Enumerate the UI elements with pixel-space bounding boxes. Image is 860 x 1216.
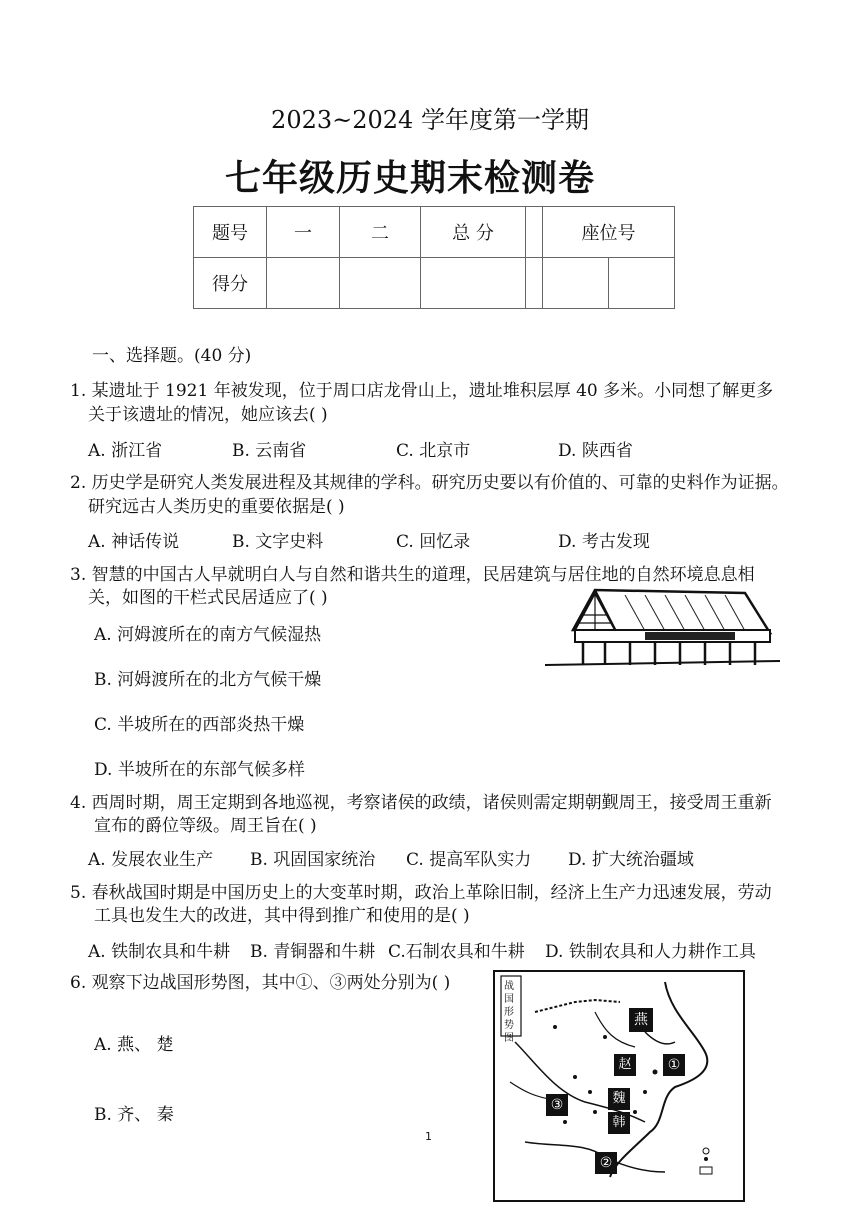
score-table	[193, 206, 675, 309]
question-5-option-a[interactable]: A. 铁制农具和牛耕	[88, 942, 231, 962]
question-2-line2: 研究远古人类历史的重要依据是( )	[88, 497, 345, 517]
question-1-option-c[interactable]: C. 北京市	[396, 441, 471, 461]
map-label-circle-1: ①	[663, 1054, 685, 1076]
question-1-option-b[interactable]: B. 云南省	[232, 441, 307, 461]
score-cell[interactable]	[340, 258, 421, 309]
question-2-option-b[interactable]: B. 文字史料	[232, 532, 324, 552]
question-2-option-d[interactable]: D. 考古发现	[558, 532, 650, 552]
question-1-option-d[interactable]: D. 陕西省	[558, 441, 633, 461]
seat-number-cell[interactable]	[543, 258, 609, 309]
question-5-option-c[interactable]: C.石制农具和牛耕	[388, 942, 525, 962]
score-row-label: 得分	[194, 258, 267, 309]
school-year-heading: 2023~2024 学年度第一学期	[271, 106, 589, 134]
question-2-option-c[interactable]: C. 回忆录	[396, 532, 471, 552]
question-1-option-a[interactable]: A. 浙江省	[88, 441, 163, 461]
score-table-header-cell: 总 分	[421, 207, 526, 258]
map-label-circle-2: ②	[595, 1152, 617, 1174]
map-coastline-drawing	[495, 972, 743, 1200]
question-4-option-c[interactable]: C. 提高军队实力	[406, 850, 532, 870]
section-heading: 一、选择题。(40 分)	[92, 346, 252, 366]
question-6-option-a[interactable]: A. 燕、 楚	[94, 1035, 174, 1055]
map-label-wei: 魏	[608, 1088, 630, 1110]
map-label-circle-3: ③	[546, 1094, 568, 1116]
score-table-header-cell: 二	[340, 207, 421, 258]
question-4-option-b[interactable]: B. 巩固国家统治	[250, 850, 376, 870]
question-5-line1: 5. 春秋战国时期是中国历史上的大变革时期，政治上革除旧制，经济上生产力迅速发展，劳动	[70, 883, 772, 903]
map-label-han: 韩	[608, 1112, 630, 1134]
map-label-yan: 燕	[629, 1008, 653, 1032]
question-2-line1: 2. 历史学是研究人类发展进程及其规律的学科。研究历史要以有价值的、可靠的史料作为证据。	[70, 473, 789, 493]
question-3-option-a[interactable]: A. 河姆渡所在的南方气候湿热	[94, 625, 322, 645]
question-4-option-a[interactable]: A. 发展农业生产	[88, 850, 214, 870]
question-5-line2: 工具也发生大的改进，其中得到推广和使用的是( )	[94, 906, 470, 926]
question-4-option-d[interactable]: D. 扩大统治疆域	[568, 850, 694, 870]
question-3-line1: 3. 智慧的中国古人早就明白人与自然和谐共生的道理，民居建筑与居住地的自然环境息息相	[70, 565, 755, 585]
score-cell[interactable]	[267, 258, 340, 309]
question-4-line2: 宣布的爵位等级。周王旨在( )	[94, 816, 317, 836]
warring-states-map	[493, 970, 745, 1202]
question-6-option-b[interactable]: B. 齐、 秦	[94, 1105, 174, 1125]
seat-number-label: 座位号	[543, 207, 675, 258]
question-2-option-a[interactable]: A. 神话传说	[88, 532, 180, 552]
score-table-header-cell: 题号	[194, 207, 267, 258]
seat-number-cell[interactable]	[609, 258, 675, 309]
map-title: 战国形势图	[504, 981, 514, 1044]
question-3-option-d[interactable]: D. 半坡所在的东部气候多样	[94, 760, 305, 780]
question-3-option-b[interactable]: B. 河姆渡所在的北方气候干燥	[94, 670, 322, 690]
question-5-option-b[interactable]: B. 青铜器和牛耕	[250, 942, 376, 962]
score-cell[interactable]	[421, 258, 526, 309]
score-table-spacer	[526, 258, 543, 309]
score-table-header-cell: 一	[267, 207, 340, 258]
page-number: 1	[425, 1130, 432, 1143]
question-3-option-c[interactable]: C. 半坡所在的西部炎热干燥	[94, 715, 305, 735]
map-label-zhao: 赵	[614, 1054, 636, 1076]
question-3-line2: 关，如图的干栏式民居适应了( )	[88, 588, 328, 608]
question-5-option-d[interactable]: D. 铁制农具和人力耕作工具	[545, 942, 756, 962]
question-4-line1: 4. 西周时期，周王定期到各地巡视，考察诸侯的政绩，诸侯则需定期朝觐周王，接受周王重新	[70, 793, 772, 813]
question-6-line1: 6. 观察下边战国形势图，其中①、③两处分别为( )	[70, 973, 451, 993]
exam-title: 七年级历史期末检测卷	[224, 157, 595, 199]
stilt-house-illustration	[545, 585, 780, 675]
question-1-line1: 1. 某遗址于 1921 年被发现，位于周口店龙骨山上，遗址堆积层厚 40 多米。小同想了解更多	[70, 381, 774, 401]
question-1-line2: 关于该遗址的情况，她应该去( )	[88, 405, 328, 425]
score-table-spacer	[526, 207, 543, 258]
